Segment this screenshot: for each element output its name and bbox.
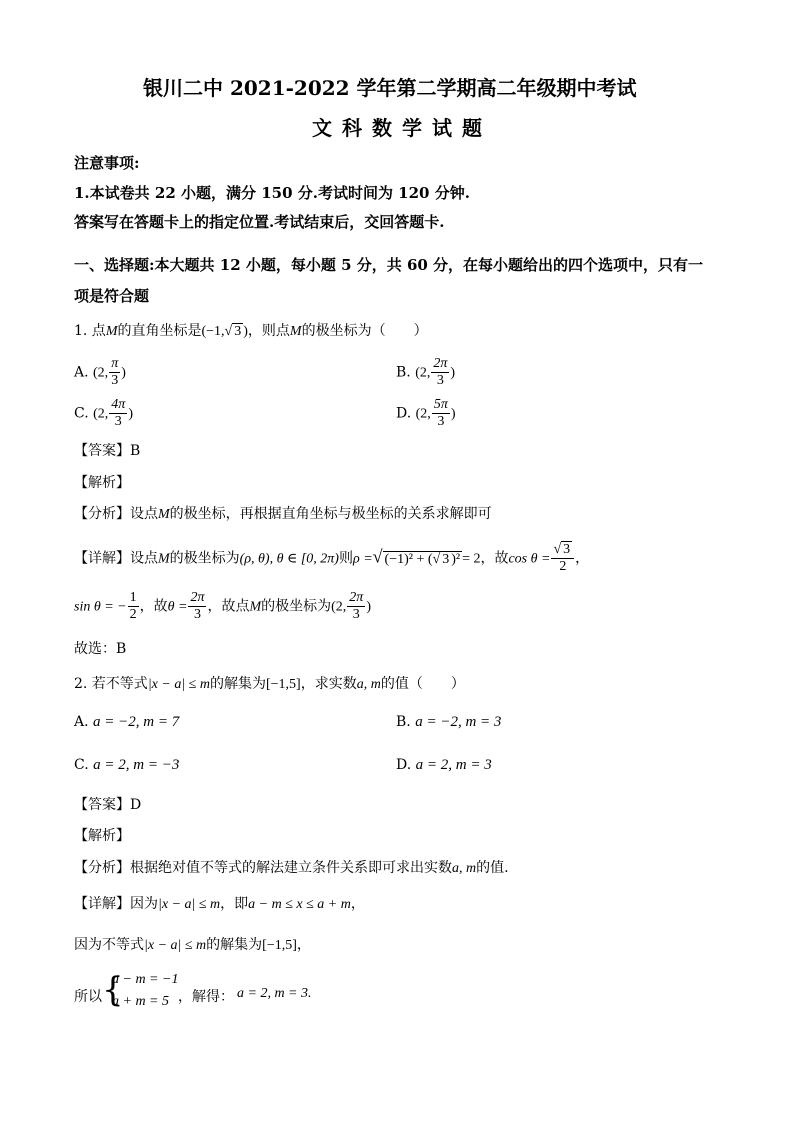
frac-numerator: 2π — [349, 590, 364, 605]
q1-fenxi — [74, 503, 492, 523]
theta-expr: θ = — [167, 599, 188, 615]
notes-heading: 注意事项: — [74, 154, 140, 172]
detail-text: ，故 — [480, 550, 509, 567]
q2-result: a = 2, m = 3. — [237, 986, 312, 1001]
q1-detail-line-2 — [74, 590, 371, 623]
q2-analysis-tag: 【解析】 — [74, 828, 130, 844]
q2-option-d — [396, 757, 492, 774]
frac-denominator: 3 — [437, 414, 445, 429]
q2-stem-text: ，求实数 — [300, 676, 357, 692]
rho-expr: ρ = — [352, 551, 373, 567]
detail-text: 所以 — [74, 989, 102, 1005]
q2-detail-line-1 — [74, 893, 365, 913]
detail-text: 则 — [338, 550, 353, 567]
answer-tag: 【答案】 — [74, 443, 130, 459]
detail-text: 因为 — [130, 896, 158, 912]
frac-denominator: 3 — [114, 414, 122, 429]
q2-stem-text: 2. 若不等式 — [74, 676, 148, 692]
option-label: D. — [396, 405, 412, 422]
q1-point-m: M — [289, 324, 302, 339]
frac-denominator: 3 — [111, 373, 119, 388]
system-eq-2: a + m = 5 — [112, 994, 170, 1009]
option-value: ) — [450, 406, 456, 422]
frac-numerator: 4π — [111, 397, 126, 412]
frac-numerator: 1 — [129, 590, 137, 605]
option-value: (2, — [93, 365, 109, 381]
frac-denominator: 2 — [129, 607, 137, 622]
q2-option-c — [74, 757, 179, 774]
q2-stem-text: 的值（ ） — [380, 676, 465, 692]
frac-denominator: 3 — [436, 373, 444, 388]
sin-expr: sin θ = − — [74, 599, 127, 615]
q1-stem: 1. 点M的直角坐标是(−1,√ 3 )，则点M的极坐标为（ ） — [74, 323, 428, 339]
option-label: C. — [74, 405, 89, 422]
detail-tag: 【详解】 — [74, 896, 130, 912]
q1-stem-text: ，则点 — [247, 323, 290, 339]
option-value: (2, — [415, 406, 431, 422]
radicand-sqrt: 3 — [442, 551, 450, 567]
frac-denominator: 3 — [193, 607, 201, 622]
detail-text: ，故 — [139, 598, 168, 615]
q2-option-b — [396, 714, 501, 731]
detail-tag: 【详解】 — [74, 550, 130, 567]
answer-tag: 【答案】 — [74, 797, 130, 813]
fenxi-text: 的极坐标，再根据直角坐标与极坐标的关系求解即可 — [169, 506, 492, 522]
q1-point-m: M — [105, 324, 118, 339]
q2-range: a − m ≤ x ≤ a + m — [248, 897, 351, 912]
option-value: a = 2, m = −3 — [93, 757, 180, 773]
option-value: ) — [121, 365, 126, 381]
polar-expr: (ρ, θ), θ ∈ [0, 2π) — [239, 551, 339, 567]
option-label: A. — [74, 714, 89, 730]
q1-coord-sqrt: 3 — [234, 324, 242, 339]
result-value: (2, — [331, 599, 347, 615]
detail-text: ，解得： — [178, 989, 234, 1005]
frac-numerator: 3 — [563, 542, 571, 557]
q1-option-c — [74, 397, 133, 430]
detail-text: ， — [296, 937, 311, 953]
detail-text: 因为不等式 — [74, 937, 144, 953]
detail-text: ，即 — [220, 896, 249, 912]
q1-option-b — [396, 356, 455, 389]
notes-line-2: 答案写在答题卡上的指定位置.考试结束后，交回答题卡. — [74, 213, 445, 231]
detail-text: 的极坐标为 — [169, 550, 240, 567]
system-brace: { — [102, 970, 124, 1010]
fenxi-text: 的值. — [476, 860, 509, 876]
q1-analysis-tag: 【解析】 — [74, 475, 130, 491]
q2-vars: a, m — [356, 677, 381, 692]
option-value: a = −2, m = 7 — [93, 714, 180, 730]
q1-stem-text: 的极坐标为（ ） — [301, 323, 428, 339]
q1-option-d — [396, 397, 456, 430]
radicand: (−1)² + ( — [384, 551, 433, 567]
detail-text: ， — [575, 550, 590, 567]
q2-inequality: |x − a| ≤ m — [144, 938, 207, 953]
section-heading-line-1: 一、选择题:本大题共 12 小题，每小题 5 分，共 60 分，在每小题给出的四个选项中，只有一 — [74, 256, 704, 274]
detail-text: 的解集为 — [206, 937, 263, 953]
q2-vars: a, m — [452, 861, 477, 876]
fenxi-text: 根据绝对值不等式的解法建立条件关系即可求出实数 — [130, 860, 452, 876]
q1-point-m: M — [158, 551, 170, 567]
frac-denominator: 3 — [352, 607, 360, 622]
result-value: ) — [366, 599, 371, 615]
q1-option-a — [74, 356, 126, 389]
detail-text: 的极坐标为 — [261, 598, 332, 615]
option-label: B. — [396, 364, 411, 381]
q2-solution-set: [−1,5] — [262, 938, 297, 953]
fenxi-tag: 【分析】 — [74, 506, 130, 522]
q1-coord: ) — [243, 324, 248, 339]
frac-denominator: 2 — [559, 559, 567, 574]
system-eq-1: a − m = −1 — [112, 972, 179, 987]
q1-coord: (−1, — [201, 324, 225, 339]
option-value: a = 2, m = 3 — [415, 757, 492, 773]
exam-subtitle: 文科数学试题 — [312, 116, 492, 140]
detail-text: ，故点 — [207, 598, 250, 615]
q1-choose: 故选：B — [74, 641, 127, 657]
exam-title: 银川二中 2021-2022 学年第二学期高二年级期中考试 — [143, 76, 637, 100]
q1-answer — [74, 440, 140, 460]
q2-inequality: |x − a| ≤ m — [147, 677, 210, 692]
cos-expr: cos θ = — [508, 551, 551, 567]
q2-detail-line-2 — [74, 934, 311, 954]
q2-option-a — [74, 714, 179, 731]
option-label: B. — [396, 714, 411, 730]
q2-fenxi — [74, 857, 509, 877]
option-value: a = −2, m = 3 — [415, 714, 502, 730]
frac-numerator: π — [111, 356, 119, 371]
option-label: C. — [74, 757, 89, 773]
radicand: )² — [451, 551, 461, 567]
answer-value: D — [130, 797, 142, 813]
option-value: (2, — [93, 406, 109, 422]
q1-point-m: M — [158, 507, 170, 522]
option-label: D. — [396, 757, 412, 773]
detail-text: 设点 — [130, 550, 158, 567]
frac-numerator: 2π — [190, 590, 205, 605]
section-heading-line-2: 项是符合题 — [74, 287, 150, 305]
q1-stem-text: 的直角坐标是 — [117, 323, 202, 339]
option-value: (2, — [415, 365, 431, 381]
q2-inequality: |x − a| ≤ m — [158, 897, 221, 912]
q2-answer — [74, 794, 141, 814]
q2-stem-text: 的解集为 — [209, 676, 266, 692]
frac-numerator: 5π — [433, 397, 448, 412]
option-value: ) — [450, 365, 456, 381]
option-label: A. — [74, 364, 89, 381]
frac-numerator: 2π — [433, 356, 448, 371]
answer-value: B — [130, 443, 141, 459]
fenxi-tag: 【分析】 — [74, 860, 130, 876]
rho-value: = 2 — [462, 551, 481, 567]
q1-detail-line-1: 【详解】设点M的极坐标为(ρ, θ), θ ∈ [0, 2π)则ρ =√ (−1)² + (√ 3 )² = 2，故cos θ = $\frac{√ 3}{2}$ ， — [74, 542, 590, 574]
notes-line-1: 1.本试卷共 22 小题，满分 150 分.考试时间为 120 分钟. — [74, 184, 470, 202]
option-value: ) — [128, 406, 133, 422]
q2-stem — [74, 673, 465, 693]
q1-stem-text: 1. 点 — [74, 323, 106, 339]
q1-point-m: M — [249, 599, 262, 615]
fenxi-text: 设点 — [130, 506, 158, 522]
detail-text: ， — [350, 896, 365, 912]
q2-solution-set: [−1,5] — [265, 677, 301, 692]
